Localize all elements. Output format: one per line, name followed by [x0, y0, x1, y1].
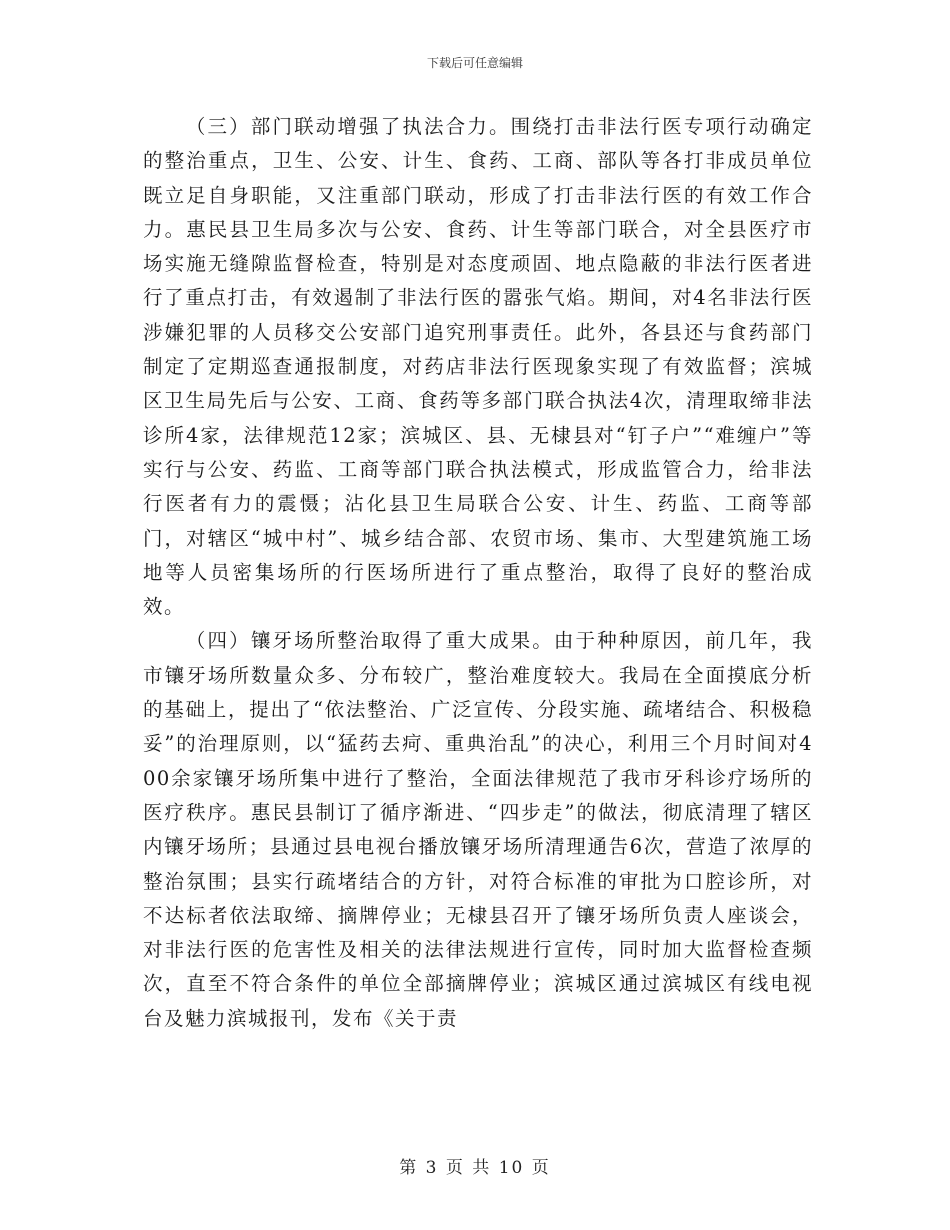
paragraph-section-three: （三）部门联动增强了执法合力。围绕打击非法行医专项行动确定的整治重点，卫生、公安、计生、食药、工商、部队等各打非成员单位既立足自身职能，又注重部门联动，形成了打击非法行医的有效工作合力。惠民县卫生局多次与公安、食药、计生等部门联合，对全县医疗市场实施无缝隙监督检查，特别是对态度顽固、地点隐蔽的非法行医者进行了重点打击，有效遏制了非法行医的嚣张气焰。期间，对4名非法行医涉嫌犯罪的人员移交公安部门追究刑事责任。此外，各县还与食药部门制定了定期巡查通报制度，对药店非法行医现象实现了有效监督；滨城区卫生局先后与公安、工商、食药等多部门联合执法4次，清理取缔非法诊所4家，法律规范12家；滨城区、县、无棣县对“钉子户”“难缠户”等实行与公安、药监、工商等部门联合执法模式，形成监管合力，给非法行医者有力的震慑；沾化县卫生局联合公安、计生、药监、工商等部门，对辖区“城中村”、城乡结合部、农贸市场、集市、大型建筑施工场地等人员密集场所的行医场所进行了重点整治，取得了良好的整治成效。 [143, 115, 813, 619]
page-header-note: 下载后可任意编辑 [426, 56, 523, 70]
document-body [143, 110, 813, 1036]
page-number-indicator: 第 3 页 共 10 页 [399, 1158, 551, 1178]
paragraph-section-four: （四）镶牙场所整治取得了重大成果。由于种种原因，前几年，我市镶牙场所数量众多、分布较广，整治难度较大。我局在全面摸底分析的基础上，提出了“依法整治、广泛宣传、分段实施、疏堵结合、积极稳妥”的治理原则，以“猛药去疴、重典治乱”的决心，利用三个月时间对400余家镶牙场所集中进行了整治，全面法律规范了我市牙科诊疗场所的医疗秩序。惠民县制订了循序渐进、“四步走”的做法，彻底清理了辖区内镶牙场所；县通过县电视台播放镶牙场所清理通告6次，营造了浓厚的整治氛围；县实行疏堵结合的方针，对符合标准的审批为口腔诊所，对不达标者依法取缔、摘牌停业；无棣县召开了镶牙场所负责人座谈会，对非法行医的危害性及相关的法律法规进行宣传，同时加大监督检查频次，直至不符合条件的单位全部摘牌停业；滨城区通过滨城区有线电视台及魅力滨城报刊，发布《关于责 [143, 629, 813, 1030]
